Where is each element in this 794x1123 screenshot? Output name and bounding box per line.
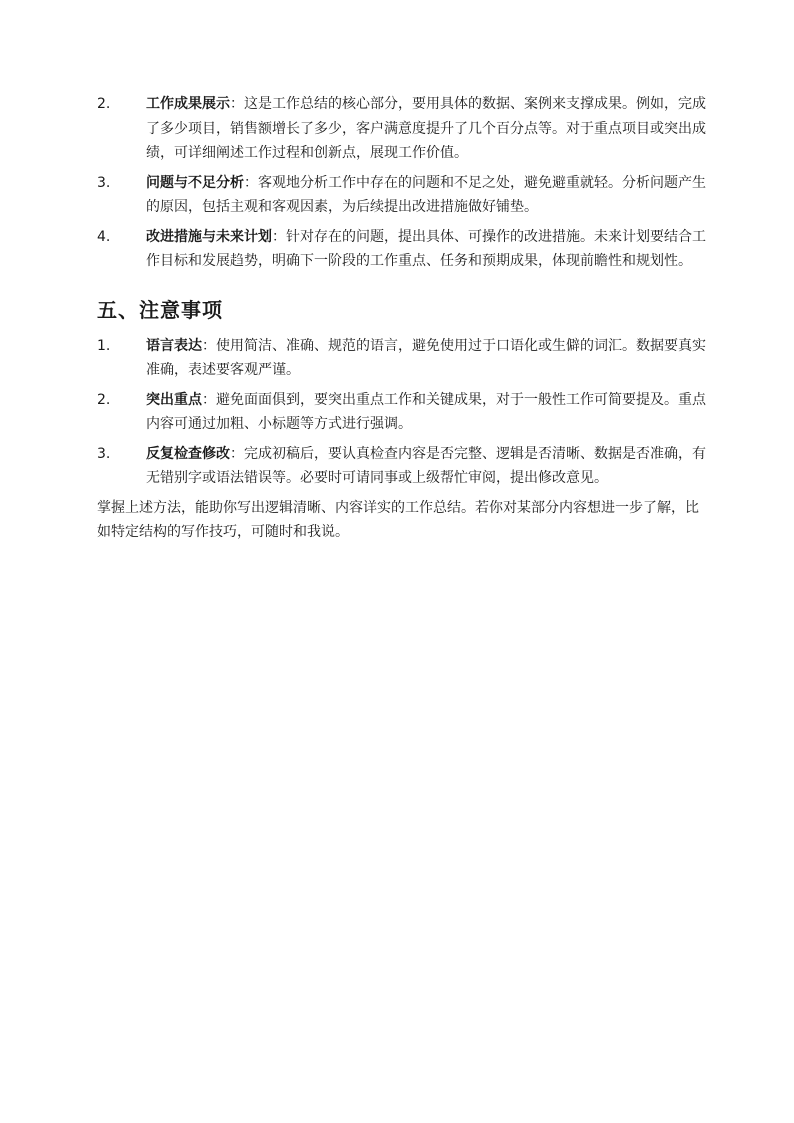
list-term: 问题与不足分析 xyxy=(146,174,244,191)
list-text: 完成初稿后，要认真检查内容是否完整、逻辑是否清晰、数据是否准确，有无错别字或语法错误等。必要时可请同事或上级帮忙审阅，提出修改意见。 xyxy=(146,445,706,486)
summary-structure-list xyxy=(97,92,707,274)
list-item-focus xyxy=(97,388,707,437)
list-term: 改进措施与未来计划 xyxy=(146,228,272,245)
section-heading: 五、注意事项 xyxy=(97,297,223,322)
list-term: 反复检查修改 xyxy=(146,445,230,462)
list-number: 4. xyxy=(97,228,111,245)
list-item-review xyxy=(97,442,707,491)
list-number: 2. xyxy=(97,96,111,112)
list-number: 3. xyxy=(97,174,111,191)
list-term: 语言表达 xyxy=(146,337,202,354)
list-text: 针对存在的问题，提出具体、可操作的改进措施。未来计划要结合工作目标和发展趋势，明确下一阶段的工作重点、任务和预期成果，体现前瞻性和规划性。 xyxy=(146,228,706,269)
list-text: 客观地分析工作中存在的问题和不足之处，避免避重就轻。分析问题产生的原因，包括主观和客观因素，为后续提出改进措施做好铺垫。 xyxy=(146,174,706,215)
closing-paragraph: 掌握上述方法，能助你写出逻辑清晰、内容详实的工作总结。若你对某部分内容想进一步了解，比如特定结构的写作技巧，可随时和我说。 xyxy=(97,499,699,540)
list-separator: ： xyxy=(244,174,258,191)
document-page xyxy=(97,92,707,545)
list-number: 3. xyxy=(97,445,111,462)
list-term: 工作成果展示 xyxy=(146,96,230,112)
list-item-language xyxy=(97,334,707,383)
list-item-results xyxy=(97,92,707,166)
list-separator: ： xyxy=(230,96,244,112)
list-text: 这是工作总结的核心部分，要用具体的数据、案例来支撑成果。例如，完成了多少项目，销售额增长了多少，客户满意度提升了几个百分点等。对于重点项目或突出成绩，可详细阐述工作过程和创新点，展现工作价值。 xyxy=(146,96,706,161)
list-text: 避免面面俱到，要突出重点工作和关键成果，对于一般性工作可简要提及。重点内容可通过加粗、小标题等方式进行强调。 xyxy=(146,391,706,432)
list-number: 1. xyxy=(97,337,111,354)
list-separator: ： xyxy=(202,337,216,354)
list-text: 使用简洁、准确、规范的语言，避免使用过于口语化或生僻的词汇。数据要真实准确，表述要客观严谨。 xyxy=(146,337,706,378)
list-term: 突出重点 xyxy=(146,391,202,408)
list-item-problems xyxy=(97,171,707,220)
list-number: 2. xyxy=(97,391,111,408)
notes-list xyxy=(97,334,707,491)
list-separator: ： xyxy=(230,445,244,462)
list-item-improvements xyxy=(97,225,707,274)
list-separator: ： xyxy=(202,391,216,408)
list-separator: ： xyxy=(272,228,286,245)
